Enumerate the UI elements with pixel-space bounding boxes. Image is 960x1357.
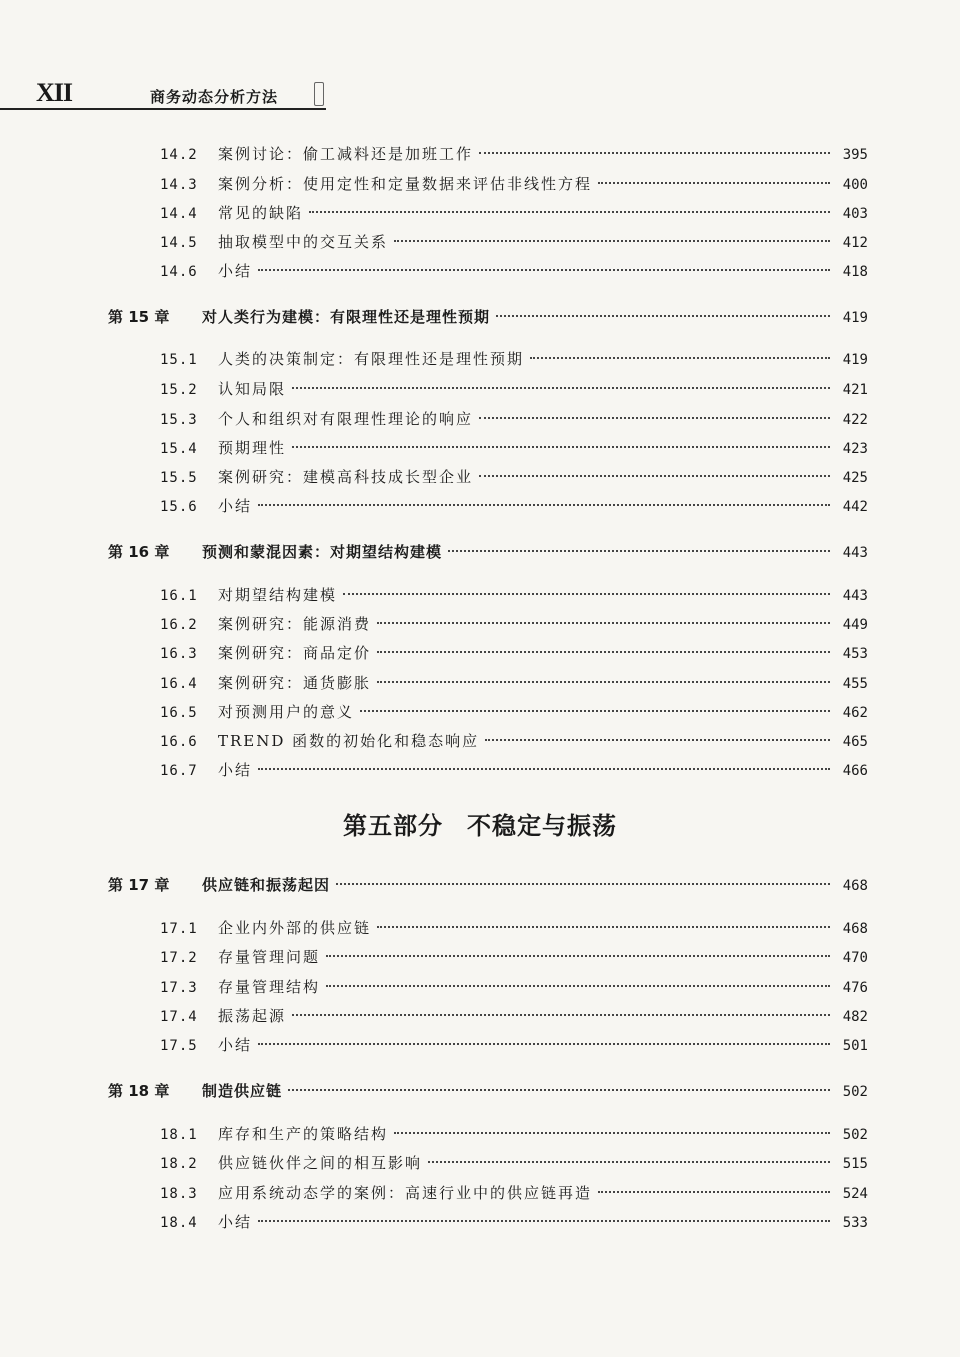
- toc-section-row: [108, 1182, 868, 1204]
- toc-section-row: [108, 173, 868, 195]
- section-title: 库存和生产的策略结构: [218, 1125, 389, 1143]
- chapter-title: 供应链和振荡起因: [202, 876, 331, 894]
- dot-leader: [479, 152, 830, 154]
- page-ref: 468: [842, 878, 868, 894]
- page-ref: 515: [842, 1156, 868, 1172]
- dot-leader: [360, 710, 830, 712]
- toc-section-row: [108, 348, 868, 370]
- section-title: 人类的决策制定：有限理性还是理性预期: [218, 350, 525, 368]
- toc-section-row: [108, 917, 868, 939]
- section-title: 认知局限: [218, 380, 287, 398]
- dot-leader: [598, 182, 830, 184]
- section-number: 15.2: [160, 382, 198, 398]
- section-title: 小结: [218, 262, 253, 280]
- toc-section-row: [108, 642, 868, 664]
- toc-section-row: [108, 1123, 868, 1145]
- dot-leader: [598, 1191, 830, 1193]
- dot-leader: [258, 504, 830, 506]
- section-title: 存量管理结构: [218, 978, 321, 996]
- part-title: 不稳定与振荡: [467, 811, 617, 840]
- section-number: 16.4: [160, 676, 198, 692]
- page-ref: 442: [842, 499, 868, 515]
- chapter-number: 第 16 章: [108, 543, 170, 561]
- toc-chapter-row: [108, 1080, 868, 1102]
- chapter-number: 第 18 章: [108, 1082, 170, 1100]
- toc-section-row: [108, 202, 868, 224]
- dot-leader: [292, 387, 830, 389]
- toc-section-row: [108, 437, 868, 459]
- section-title: 小结: [218, 761, 253, 779]
- section-number: 14.5: [160, 235, 198, 251]
- dot-leader: [377, 681, 830, 683]
- toc-section-row: [108, 584, 868, 606]
- section-title: 案例研究：通货膨胀: [218, 674, 372, 692]
- page-number: XII: [36, 78, 73, 107]
- section-title: 企业内外部的供应链: [218, 919, 372, 937]
- toc-section-row: [108, 260, 868, 282]
- dot-leader: [326, 985, 830, 987]
- page-ref: 443: [842, 545, 868, 561]
- toc-chapter-row: [108, 541, 868, 563]
- toc-section-row: [108, 730, 868, 752]
- section-title: 个人和组织对有限理性理论的响应: [218, 410, 474, 428]
- page-ref: 419: [842, 310, 868, 326]
- dot-leader: [530, 357, 830, 359]
- page-ref: 400: [842, 177, 868, 193]
- toc-section-row: [108, 672, 868, 694]
- page-ref: 412: [842, 235, 868, 251]
- page-ref: 419: [842, 352, 868, 368]
- chapter-number: 第 17 章: [108, 876, 170, 894]
- chapter-title: 制造供应链: [202, 1082, 283, 1100]
- section-number: 18.2: [160, 1156, 198, 1172]
- section-title: 案例研究：建模高科技成长型企业: [218, 468, 474, 486]
- toc-chapter-row: [108, 306, 868, 328]
- section-title: 案例研究：能源消费: [218, 615, 372, 633]
- toc-section-row: [108, 946, 868, 968]
- section-number: 15.5: [160, 470, 198, 486]
- page-ref: 470: [842, 950, 868, 966]
- page-ref: 421: [842, 382, 868, 398]
- section-number: 14.2: [160, 147, 198, 163]
- section-title: 小结: [218, 1213, 253, 1231]
- page-ref: 403: [842, 206, 868, 222]
- book-title: 商务动态分析方法: [150, 88, 279, 106]
- dot-leader: [288, 1089, 830, 1091]
- section-number: 14.4: [160, 206, 198, 222]
- page-ref: 453: [842, 646, 868, 662]
- toc-section-row: [108, 143, 868, 165]
- section-title: 预期理性: [218, 439, 287, 457]
- toc-chapter-row: [108, 874, 868, 896]
- chapter-title: 预测和蒙混因素：对期望结构建模: [202, 543, 443, 561]
- dot-leader: [485, 739, 830, 741]
- section-title: 应用系统动态学的案例：高速行业中的供应链再造: [218, 1184, 593, 1202]
- section-number: 16.6: [160, 734, 198, 750]
- section-title: TREND 函数的初始化和稳态响应: [218, 732, 480, 750]
- page-ref: 502: [842, 1127, 868, 1143]
- dot-leader: [394, 240, 830, 242]
- section-number: 14.6: [160, 264, 198, 280]
- page-ref: 482: [842, 1009, 868, 1025]
- section-title: 小结: [218, 1036, 253, 1054]
- dot-leader: [479, 417, 830, 419]
- toc-section-row: [108, 976, 868, 998]
- page-ref: 425: [842, 470, 868, 486]
- dot-leader: [258, 1220, 830, 1222]
- section-number: 15.1: [160, 352, 198, 368]
- section-title: 对期望结构建模: [218, 586, 338, 604]
- page-ref: 455: [842, 676, 868, 692]
- page-ref: 468: [842, 921, 868, 937]
- dot-leader: [394, 1132, 830, 1134]
- dot-leader: [448, 550, 830, 552]
- section-title: 案例研究：商品定价: [218, 644, 372, 662]
- page-ref: 449: [842, 617, 868, 633]
- page-ref: 466: [842, 763, 868, 779]
- section-title: 常见的缺陷: [218, 204, 304, 222]
- part-heading: [0, 806, 960, 841]
- page-ref: 462: [842, 705, 868, 721]
- toc-section-row: [108, 1005, 868, 1027]
- section-number: 18.1: [160, 1127, 198, 1143]
- toc-section-row: [108, 231, 868, 253]
- page-ref: 443: [842, 588, 868, 604]
- dot-leader: [377, 622, 830, 624]
- dot-leader: [428, 1161, 830, 1163]
- section-number: 14.3: [160, 177, 198, 193]
- section-number: 15.3: [160, 412, 198, 428]
- section-number: 15.4: [160, 441, 198, 457]
- dot-leader: [479, 475, 830, 477]
- toc-section-row: [108, 701, 868, 723]
- dot-leader: [336, 883, 830, 885]
- dot-leader: [309, 211, 830, 213]
- section-title: 案例分析：使用定性和定量数据来评估非线性方程: [218, 175, 593, 193]
- page-ref: 533: [842, 1215, 868, 1231]
- dot-leader: [292, 446, 830, 448]
- toc-section-row: [108, 1152, 868, 1174]
- part-label: 第五部分: [343, 811, 443, 840]
- section-number: 17.1: [160, 921, 198, 937]
- toc-section-row: [108, 1034, 868, 1056]
- page-ref: 423: [842, 441, 868, 457]
- section-number: 16.2: [160, 617, 198, 633]
- section-title: 案例讨论：偷工减料还是加班工作: [218, 145, 474, 163]
- section-title: 存量管理问题: [218, 948, 321, 966]
- section-title: 抽取模型中的交互关系: [218, 233, 389, 251]
- section-number: 16.3: [160, 646, 198, 662]
- dot-leader: [326, 955, 830, 957]
- dot-leader: [377, 926, 830, 928]
- page-ref: 422: [842, 412, 868, 428]
- section-number: 18.3: [160, 1186, 198, 1202]
- section-number: 16.5: [160, 705, 198, 721]
- page-ref: 524: [842, 1186, 868, 1202]
- toc-section-row: [108, 408, 868, 430]
- toc-section-row: [108, 466, 868, 488]
- section-title: 振荡起源: [218, 1007, 287, 1025]
- page-ref: 418: [842, 264, 868, 280]
- page-ref: 465: [842, 734, 868, 750]
- dot-leader: [258, 768, 830, 770]
- section-number: 16.7: [160, 763, 198, 779]
- dot-leader: [258, 1043, 830, 1045]
- section-number: 18.4: [160, 1215, 198, 1231]
- section-number: 16.1: [160, 588, 198, 604]
- section-title: 小结: [218, 497, 253, 515]
- chapter-title: 对人类行为建模：有限理性还是理性预期: [202, 308, 491, 326]
- dot-leader: [258, 269, 830, 271]
- page-ref: 476: [842, 980, 868, 996]
- section-number: 17.4: [160, 1009, 198, 1025]
- toc-section-row: [108, 759, 868, 781]
- section-number: 17.2: [160, 950, 198, 966]
- page-ref: 501: [842, 1038, 868, 1054]
- toc-section-row: [108, 1211, 868, 1233]
- toc-section-row: [108, 495, 868, 517]
- page-ref: 395: [842, 147, 868, 163]
- page-ref: 502: [842, 1084, 868, 1100]
- dot-leader: [496, 315, 830, 317]
- chapter-number: 第 15 章: [108, 308, 170, 326]
- dot-leader: [292, 1014, 830, 1016]
- toc-section-row: [108, 378, 868, 400]
- dot-leader: [343, 593, 830, 595]
- section-number: 15.6: [160, 499, 198, 515]
- section-number: 17.5: [160, 1038, 198, 1054]
- section-number: 17.3: [160, 980, 198, 996]
- section-title: 对预测用户的意义: [218, 703, 355, 721]
- toc-section-row: [108, 613, 868, 635]
- dot-leader: [377, 651, 830, 653]
- section-title: 供应链伙伴之间的相互影响: [218, 1154, 423, 1172]
